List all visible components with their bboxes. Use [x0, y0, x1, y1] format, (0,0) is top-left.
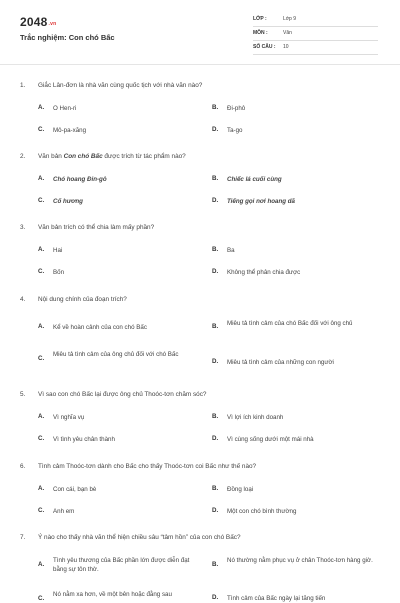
question-text: 2. Văn bản Con chó Bấc được trích từ tác phẩm nào? [20, 153, 186, 160]
meta-question-count [253, 42, 378, 55]
header-divider [0, 64, 400, 65]
page-title: Trắc nghiệm: Con chó Bấc [20, 33, 115, 42]
question-text: 3. Văn bản trích có thể chia làm mấy phần? [20, 224, 155, 231]
question-text: 7. Ý nào cho thấy nhà văn thể hiện chiều sâu “tâm hồn” của con chó Bấc? [20, 534, 241, 541]
site-logo[interactable]: 2048.vn [20, 15, 57, 29]
meta-question-count-label: SỐ CÂU : [253, 44, 276, 50]
question-text: 4. Nội dung chính của đoạn trích? [20, 296, 127, 303]
question-text: 5. Vì sao con chó Bấc lại được ông chủ Thoóc-tơn chăm sóc? [20, 391, 207, 398]
meta-subject [253, 28, 378, 41]
question-text: 6. Tình cảm Thoóc-tơn dành cho Bấc cho thấy Thoóc-tơn coi Bấc như thế nào? [20, 463, 257, 470]
meta-grade-label: LỚP : [253, 16, 267, 22]
question-text: 1. Giắc Lân-đơn là nhà văn cùng quốc tịch với nhà văn nào? [20, 82, 203, 89]
meta-subject-value: Văn [283, 30, 292, 36]
meta-grade [253, 14, 378, 27]
quiz-page: 2048.vn Trắc nghiệm: Con chó Bấc LỚP : Lớp 9 MÔN : Văn SỐ CÂU : 10 1. Giắc Lân-đơn là nhà văn cùng quốc tịch với nhà văn nào? A. O Hen-ri B. Đi-phô C. Mô-pa-xăng D. Ta-go 2. Văn bản Con chó Bấc được trích từ tác phẩm nào? A. Chó hoang Đin-gô B. Chiếc lá cuối cùng C. Cố hương D. Tiếng gọi nơi hoang dã 3. Văn bản trích có thể chia làm mấy phần? A. Hai B. Ba C. Bốn D. Không thể phân chia được 4. Nội dung chính của đoạn trích? A. Kể về hoàn cảnh của con chó Bấc B. Miêu tả tình cảm của chó Bấc đối với ông chủ C. Miêu tả tình cảm của ông chủ đối với chó Bấc D. Miêu tả tình cảm của những con người 5. Vì sao con chó Bấc lại được ông chủ Thoóc-tơn chăm sóc? A. Vì nghĩa vụ B. Vì lợi ích kinh doanh C. Vì tình yêu chân thành D. Vì cùng sống dưới một mái nhà 6. Tình cảm Thoóc-tơn dành cho Bấc cho thấy Thoóc-tơn coi Bấc như thế nào? A. Con cái, bạn bè B. Đồng loại C. Anh em D. Một con chó bình thường 7. Ý nào cho thấy nhà văn thể hiện chiều sâu “tâm hồn” của con chó Bấc? A. Tình yêu thương của Bấc phần lớn được diễn đạt bằng sự tôn thờ. B. Nó thường nằm phục vụ ở chân Thoóc-tơn hàng giờ. C. Nó nằm xa hơn, về một bên hoặc đằng sau D. Tình cảm của Bấc ngày lại tăng tiến [0, 0, 400, 600]
meta-subject-label: MÔN : [253, 30, 268, 36]
page-header [0, 0, 400, 62]
work-title: Con chó Bấc [63, 153, 103, 160]
meta-question-count-value: 10 [283, 44, 289, 50]
meta-grade-value: Lớp 9 [283, 16, 297, 22]
